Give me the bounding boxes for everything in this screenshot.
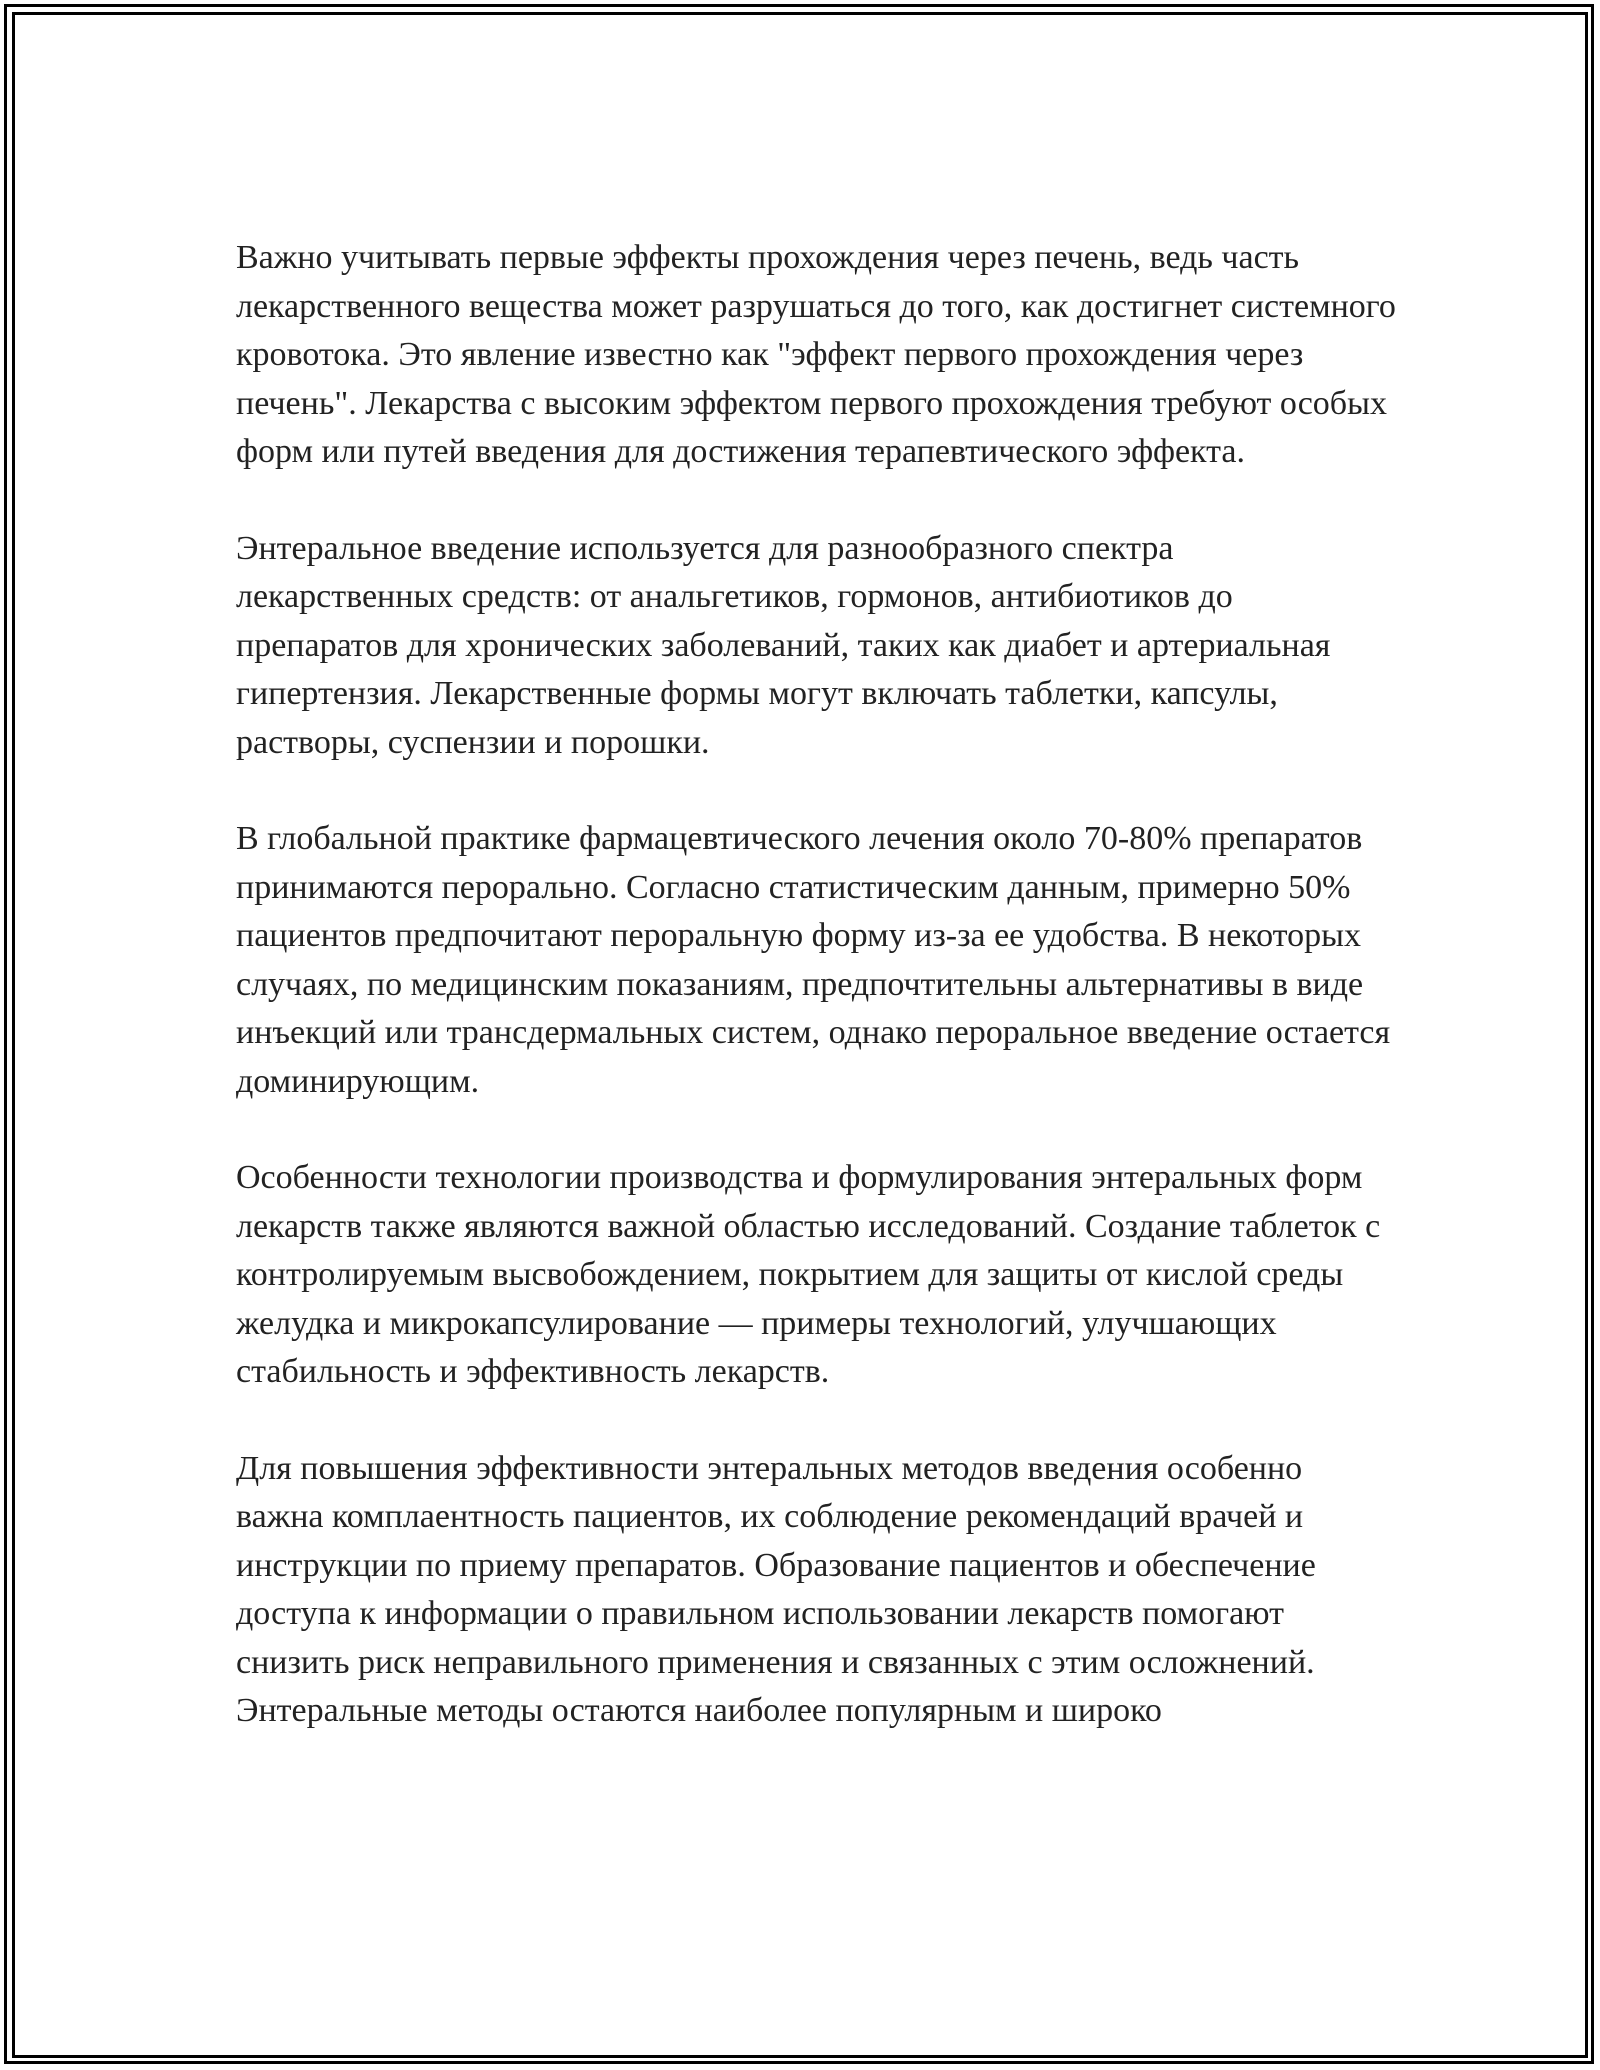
paragraph-oral-statistics: В глобальной практике фармацевтического лечения около 70-80% препаратов принимаются перорально. Согласно статистическим данным, примерно 50% пациентов предпочитают пероральную форму из-за ее удобства. В некоторых случаях, по медицинским показаниям, предпочтительны альтернативы в виде инъекций или трансдермальных систем, однако пероральное введение остается доминирующим. [236, 820, 1391, 1100]
document-body [236, 234, 1396, 1736]
paragraph-first-pass-effect: Важно учитывать первые эффекты прохождения через печень, ведь часть лекарственного вещества может разрушаться до того, как достигнет системного кровотока. Это явление известно как "эффект первого прохождения через печень". Лекарства с высоким эффектом первого прохождения требуют особых форм или путей введения для достижения терапевтического эффекта. [236, 239, 1396, 470]
paragraph-patient-compliance: Для повышения эффективности энтеральных методов введения особенно важна комплаентность пациентов, их соблюдение рекомендаций врачей и инструкции по приему препаратов. Образование пациентов и обеспечение доступа к информации о правильном использовании лекарств помогают снизить риск неправильного применения и связанных с этим осложнений. Энтеральные методы остаются наиболее популярным и широко [236, 1449, 1316, 1729]
paragraph-enteral-drug-range: Энтеральное введение используется для разнообразного спектра лекарственных средств: от анальгетиков, гормонов, антибиотиков до препаратов для хронических заболеваний, таких как диабет и артериальная гипертензия. Лекарственные формы могут включать таблетки, капсулы, растворы, суспензии и порошки. [236, 529, 1331, 761]
paragraph-formulation-technology: Особенности технологии производства и формулирования энтеральных форм лекарств также являются важной областью исследований. Создание таблеток с контролируемым высвобождением, покрытием для защиты от кислой среды желудка и микрокапсулирование — примеры технологий, улучшающих стабильность и эффективность лекарств. [236, 1159, 1381, 1390]
